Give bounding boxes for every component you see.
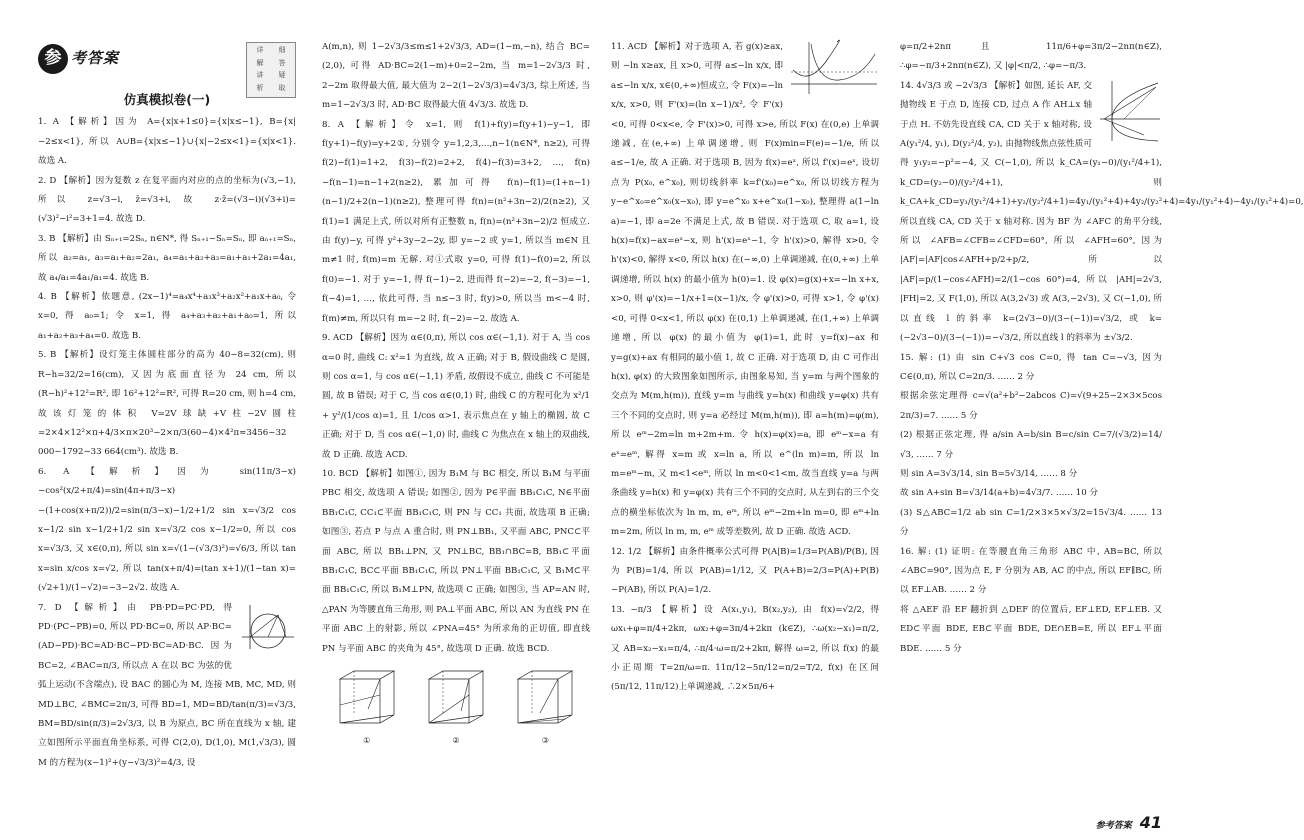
stamp-char: 析 xyxy=(256,83,264,92)
page-number: 41 xyxy=(1139,813,1162,832)
circle-diagram xyxy=(238,601,296,661)
function-graph xyxy=(789,40,879,104)
answer-item: 11. ACD 【解析】对于选项 A, 若 g(x)≥ax, 则 −ln x≥ax, 且 x>0, 可得 a≤−ln x/x, 即 a≤−ln x/x, x∈(0,+∞)恒成立, 令 F(x)=−ln x/x, x>0, 则 F'(x)=(ln x−1)/x², 令 F'(x)<0, 可得 0<x<e, 令 F'(x)>0, 可得 x>e, 所以 F(x) 在(0,e) 上单调递减, 在(e,+∞) 上单调递增, 则 F(x)min=F(e)=−1/e, 所以 a≤−1/e, 故 A 正确. 对于选项 B, 因为 f(x)=eˣ, 所以 f'(x)=eˣ, 设切点为 P(x₀, e^x₀), 则切线斜率 k=f'(x₀)=e^x₀, 所以切线方程为 y−e^x₀=e^x₀(x−x₀), 即 y=e^x₀ x+e^x₀(1−x₀), 整理得 a(1−ln a)=−1, 即 a=2e 不满足上式, 故 B 错误. 对于选项 C, 取 a=1, 设 h(x)=f(x)−ax=eˣ−x, 则 h'(x)=eˣ−1, 令 h'(x)>0, 解得 x>0, 令 h'(x)<0, 解得 x<0, 所以 h(x) 在(−∞,0) 上单调递减, 在(0,+∞) 上单调递增, 所以 h(x) 的最小值为 h(0)=1. 设 φ(x)=g(x)+x=−ln x+x, x>0, 则 φ'(x)=−1/x+1=(x−1)/x, 令 φ'(x)>0, 可得 x>1, 令 φ'(x)<0, 可得 0<x<1, 所以 φ(x) 在(0,1) 上单调递减, 在(1,+∞) 上单调递增, 所以 φ(x) 的最小值为 φ(1)=1, 此时 y=f(x)−ax 和 y=g(x)+ax 有相同的最小值 1, 故 C 正确. 对于选项 D, 由 C 可作出 h(x), φ(x) 的大致图象如图所示, 由图象易知, 当 y=m 与两个图象的交点为 M(m,h(m)), 直线 y=m 与曲线 y=h(x) 和曲线 y=φ(x) 共有三个不同的交点时, 则 y=a 必经过 M(m,h(m)), 即 a=h(m)=φ(m), 所以 eᵐ−2m=ln m+2m+m. 令 h(x)=φ(x)=a, 即 eᵐ−x=a 有 eˣ=eᵐ, 解得 x=m 或 x=ln a, 所以 e^(ln m)=m, 所以 ln m=eᵐ−m, 又 m<1<eᵐ, 所以 ln m<0<1<m, 故当直线 y=a 与两条曲线 y=h(x) 和 y=φ(x) 共有三个不同的交点时, 从左到右的三个交点的横坐标依次为 ln m, m, eᵐ, 所以 eᵐ−2m+ln m=0, 即 eᵐ+ln m=2m, 所以 ln m, m, eᵐ 成等差数列, 故 D 正确. 故选 ACD. xyxy=(611,42,879,538)
parabola-graph xyxy=(1098,79,1162,151)
answer-item: 则 sin A=3√3/14, sin B=5√3/14, …… 8 分 xyxy=(900,468,1078,479)
answer-item: (2) 根据正弦定理, 得 a/sin A=b/sin B=c/sin C=7/(√3/2)=14/√3, …… 7 分 xyxy=(900,430,1162,460)
answer-item: 4. B 【解析】依题意, (2x−1)⁴=a₄x⁴+a₃x³+a₂x²+a₁x+a₀, 令 x=0, 得 a₀=1; 令 x=1, 得 a₄+a₃+a₂+a₁+a₀=1, 所以 a₁+a₂+a₃+a₄=0. 故选 B. xyxy=(38,292,296,341)
stamp-char: 取 xyxy=(278,83,286,92)
answer-item: 6. A 【解析】因为 sin(11π/3−x)−cos²(x/2+π/4)=sin(4π+π/3−x)−(1+cos(x+π/2))/2=sin(π/3−x)−1/2+1/2 sin x=√3/2 cos x−1/2 sin x−1/2+1/2 sin x=√3/2 cos x−1/2=0, 所以 cos x=√3/3, 又 x∈(0,π), 所以 sin x=√(1−(√3/3)²)=√6/3, 所以 tan x=sin x/cos x=√2, 所以 tan(x+π/4)=(tan x+1)/(1−tan x)=(√2+1)/(1−√2)=−3−2√2. 故选 A. xyxy=(38,466,296,594)
answer-item: 2. D 【解析】因为复数 z 在复平面内对应的点的坐标为(√3,−1), 所以 z=√3−i, z̄=√3+i, 故 z·z̄=(√3−i)(√3+i)=(√3)²−i²=3+1=4. 故选 D. xyxy=(38,175,296,225)
page-footer xyxy=(1096,813,1162,832)
answer-item: A(m,n), 则 1−2√3/3≤m≤1+2√3/3, AD=(1−m,−n), 结合 BC=(2,0), 可得 AD·BC=2(1−m)+0=2−2m, 当 m=1−2√3/3 时, 2−2m 取得最大值, 最大值为 2−2(1−2√3/3)=4√3/3, 综上所述, 当 m=1−2√3/3 时, AD·BC 取得最大值 4√3/3. 故选 D. xyxy=(322,42,590,111)
figure-label: ① xyxy=(363,736,371,745)
answer-item: 16. 解: (1) 证明: 在等腰直角三角形 ABC 中, AB=BC, 所以 ∠ABC=90°, 因为点 E, F 分别为 AB, AC 的中点, 所以 EF∥BC, 所以 EF⊥AB. …… 2 分 xyxy=(900,546,1162,596)
stamp-char: 细 xyxy=(278,46,286,54)
prism-figures xyxy=(322,665,590,750)
answer-item: 根据余弦定理得 c=√(a²+b²−2abcos C)=√(9+25−2×3×5cos 2π/3)=7. …… 5 分 xyxy=(900,391,1162,421)
answer-item: (3) S△ABC=1/2 ab sin C=1/2×3×5×√3/2=15√3/4. …… 13 分 xyxy=(900,507,1162,538)
footer-label: 参考答案 xyxy=(1095,821,1132,831)
stamp-char: 讲 xyxy=(256,71,264,79)
logo-badge: 参 xyxy=(38,44,68,74)
answer-item: 将 △AEF 沿 EF 翻折到 △DEF 的位置后, EF⊥ED, EF⊥EB. 又 ED⊂平面 BDE, EB⊂平面 BDE, DE∩EB=E, 所以 EF⊥平面 BDE. …… 5 分 xyxy=(900,604,1162,654)
answer-item: 13. −π/3 【解析】设 A(x₁,y₁), B(x₂,y₂), 由 f(x)=√2/2, 得 ωx₁+φ=π/4+2kπ, ωx₂+φ=3π/4+2kπ (k∈Z), ∴ω(x₂−x₁)=π/2, 又 AB=x₂−x₁=π/4, ∴π/4·ω=π/2+2kπ, 解得 ω=2, 所以 f(x) 的最小正周期 T=2π/ω=π. 11π/12−5π/12=π/2=T/2, f(x) 在区间(5π/12, 11π/12)上单调递减, ∴2×5π/6+ xyxy=(611,604,879,693)
answer-item: φ=π/2+2nπ 且 11π/6+φ=3π/2−2nπ(n∈Z), ∴φ=−π/3+2nπ(n∈Z), 又 |φ|<π/2, ∴φ=−π/3. xyxy=(900,42,1162,72)
column-2 xyxy=(322,38,590,816)
prism-figure-3 xyxy=(510,665,580,750)
stamp-char: 答 xyxy=(278,58,286,67)
prism-figure-2 xyxy=(421,665,491,750)
prism-figure-1 xyxy=(332,665,402,750)
answer-item: 故 sin A+sin B=√3/14(a+b)=4√3/7. …… 10 分 xyxy=(900,488,1099,499)
stamp-char: 疑 xyxy=(278,71,286,79)
answer-item: 10. BCD 【解析】如图①, 因为 B₁M 与 BC 相交, 所以 B₁M 与平面 PBC 相交, 故选项 A 错误; 如图②, 因为 P∈平面 BB₁C₁C, N∈平面 BB₁C₁C, CC₁⊂平面 BB₁C₁C, 则 PN 与 CC₁ 共面, 故选项 B 正确; 如图③, 若点 P 与点 A 重合时, 则 PN⊥BB₁, 又平面 ABC, PNC⊂平面 ABC, 所以 BB₁⊥PN, 又 PN⊥BC, BB₁∩BC=B, BB₁⊂平面 BB₁C₁C, BC⊂平面 BB₁C₁C, 所以 PN⊥平面 BB₁C₁C, 又 B₁M⊂平面 BB₁C₁C, 所以 B₁M⊥PN, 故选项 C 正确; 如图③, 当 AP=AN 时, △PAN 为等腰直角三角形, 则 PA⊥平面 ABC, 所以 AN 为直线 PN 在平面 ABC 上的射影, 所以 ∠PNA=45° 为所求角的正切值, 即直线 PN 与平面 ABC 的夹角为 45°, 故选项 D 正确. 故选 BCD. xyxy=(322,468,590,654)
column-1 xyxy=(38,38,296,816)
answer-item: 5. B 【解析】设灯笼主体圆柱部分的高为 40−8=32(cm), 则 R−h=32/2=16(cm), 又因为底面直径为 24 cm, 所以(R−h)²+12²=R², 即 16²+12²=R², 可得 R=20 cm, 则 h=4 cm, 故该灯笼的体积 V=2V球缺+V柱−2V圆柱=2×4×12²×π+4/3×π×20³−2×π/3(60−4)×4²π≈3456−32 000−1792−33 664(cm³). 故选 B. xyxy=(38,350,296,458)
answer-item: 8. A 【解析】令 x=1, 则 f(1)+f(y)=f(y+1)−y−1, 即 f(y+1)−f(y)=y+2①, 分别令 y=1,2,3,…,n−1(n∈N*, n≥2), 可得 f(2)−f(1)=1+2, f(3)−f(2)=2+2, f(4)−f(3)=3+2, …, f(n)−f(n−1)=n−1+2(n≥2), 累加可得 f(n)−f(1)=(1+n−1)(n−1)/2+2(n−1)(n≥2), 整理可得 f(n)=(n²+3n−2)/2(n≥2), 又 f(1)=1 满足上式, 所以对所有正整数 n, f(n)=(n²+3n−2)/2 恒成立. 由 f(y)−y, 可得 y²+3y−2−2y, 即 y=−2 或 y=1, 所以当 m∈N 且 m≠1 时, f(m)=m 无解. 对①式取 y=0, 可得 f(1)−f(0)=2, 所以 f(0)=−1. 对于 y=−1, 得 f(−1)−2, 进而得 f(−2)=−2, f(−3)=−1, f(−4)=1, …, 依此可得, 当 n≤−3 时, f(y)>0, 所以当 m<−4 时, f(m)≠m, 所以只有 m=−2 时, f(−2)=−2. 故选 A. xyxy=(322,119,590,324)
logo-text: 考答案 xyxy=(71,49,120,68)
answer-item: 7. D 【解析】由 PB·PD=PC·PD, 得 PD·(PC−PB)=0, 所以 PD·BC=0, 所以 AP·BC=(AD−PD)·BC=AD·BC−PD·BC=AD·BC. 因为 BC=2, ∠BAC=π/3, 所以点 A 在以 BC 为弦的优弧上运动(不含端点), 设 BAC 的圆心为 M, 连接 MB, MC, MD, 则 MD⊥BC, ∠BMC=2π/3, 可得 BD=1, MD=BD/tan(π/3)=√3/3, BM=BD/sin(π/3)=2√3/3, 以 B 为原点, BC 所在直线为 x 轴, 建立如图所示平面直角坐标系, 可得 C(2,0), D(1,0), M(1,√3/3), 圆 M 的方程为(x−1)²+(y−√3/3)²=4/3, 设 xyxy=(38,602,296,768)
column-3 xyxy=(611,38,879,816)
answer-item: 1. A 【解析】因为 A={x|x+1≤0}={x|x≤−1}, B={x|−2≤x<1}, 所以 A∪B={x|x≤−1}∪{x|−2≤x<1}={x|x<1}. 故选 A. xyxy=(38,117,296,167)
page-title: 仿真模拟卷(一) xyxy=(123,92,211,107)
answer-item: 14. 4√3/3 或 −2√3/3 【解析】如图, 延长 AF, 交抛物线 E 于点 D, 连接 CD, 过点 A 作 AH⊥x 轴于点 H. 不妨先设直线 CA, CD 关于 x 轴对称, 设 A(y₁²/4, y₁), D(y₂²/4, y₂), 由抛物线焦点弦性质可得 y₁y₂=−p²=−4, 又 C(−1,0), 所以 k_CA=(y₁−0)/(y₁²/4+1), k_CD=(y₂−0)/(y₂²/4+1), 则 k_CA+k_CD=y₁/(y₁²/4+1)+y₂/(y₂²/4+1)=4y₁/(y₁²+4)+4y₂/(y₂²+4)=4y₁/(y₁²+4)−4y₁/(y₁²+4)=0, 所以直线 CA, CD 关于 x 轴对称. 因为 BF 为 ∠AFC 的角平分线, 所以 ∠AFB=∠CFB=∠CFD=60°, 所以 ∠AFH=60°, 因为 |AF|=|AF|cos∠AFH+p/2+p/2, 所以 |AF|=p/(1−cos∠AFH)=2/(1−cos 60°)=4, 所以 |AH|=2√3, |FH|=2, 又 F(1,0), 所以 A(3,2√3) 或 A(3,−2√3), 又 C(−1,0), 所以直线 l 的斜率 k=(2√3−0)/(3−(−1))=√3/2, 或 k=(−2√3−0)/(3−(−1))=−√3/2, 所以直线 l 的斜率为 ±√3/2. xyxy=(900,80,1304,344)
stamp-char: 详 xyxy=(256,46,264,54)
answer-item: 12. 1/2 【解析】由条件概率公式可得 P(A|B)=1/3=P(AB)/P(B), 因为 P(B)=1/4, 所以 P(AB)=1/12, 又 P(A+B)=2/3=P(A)+P(B)−P(AB), 所以 P(A)=1/2. xyxy=(611,546,879,596)
answer-item: 9. ACD 【解析】因为 α∈(0,π), 所以 cos α∈(−1,1). 对于 A, 当 cos α=0 时, 曲线 C: x²=1 为直线, 故 A 正确; 对于 B, 假设曲线 C 是圆, 则 cos α=1, 与 cos α∈(−1,1) 矛盾, 故假设不成立, 曲线 C 不可能是圆, 故 B 错误; 对于 C, 当 cos α∈(0,1) 时, 曲线 C 的方程可化为 x²/1 + y²/(1/cos α)=1, 且 1/cos α>1, 表示焦点在 y 轴上的椭圆, 故 C 正确; 对于 D, 当 cos α∈(−1,0) 时, 曲线 C 为焦点在 x 轴上的双曲线, 故 D 正确. 故选 ACD. xyxy=(322,333,590,460)
answer-item: 3. B 【解析】由 Sₙ₊₁=2Sₙ, n∈N*, 得 Sₙ₊₁−Sₙ=Sₙ, 即 aₙ₊₁=Sₙ, 所以 a₂=a₁, a₃=a₁+a₂=2a₁, a₄=a₁+a₂+a₃=a₁+a₁+2a₁=4a₁, 故 a₄/a₁=4a₁/a₁=4. 故选 B. xyxy=(38,233,296,283)
stamp-char: 解 xyxy=(256,58,264,67)
figure-label: ② xyxy=(452,736,460,745)
figure-label: ③ xyxy=(541,736,549,745)
qr-stamp xyxy=(246,42,296,98)
answer-item: 15. 解: (1) 由 sin C+√3 cos C=0, 得 tan C=−√3, 因为 C∈(0,π), 所以 C=2π/3. …… 2 分 xyxy=(900,352,1162,382)
column-4 xyxy=(900,38,1304,816)
